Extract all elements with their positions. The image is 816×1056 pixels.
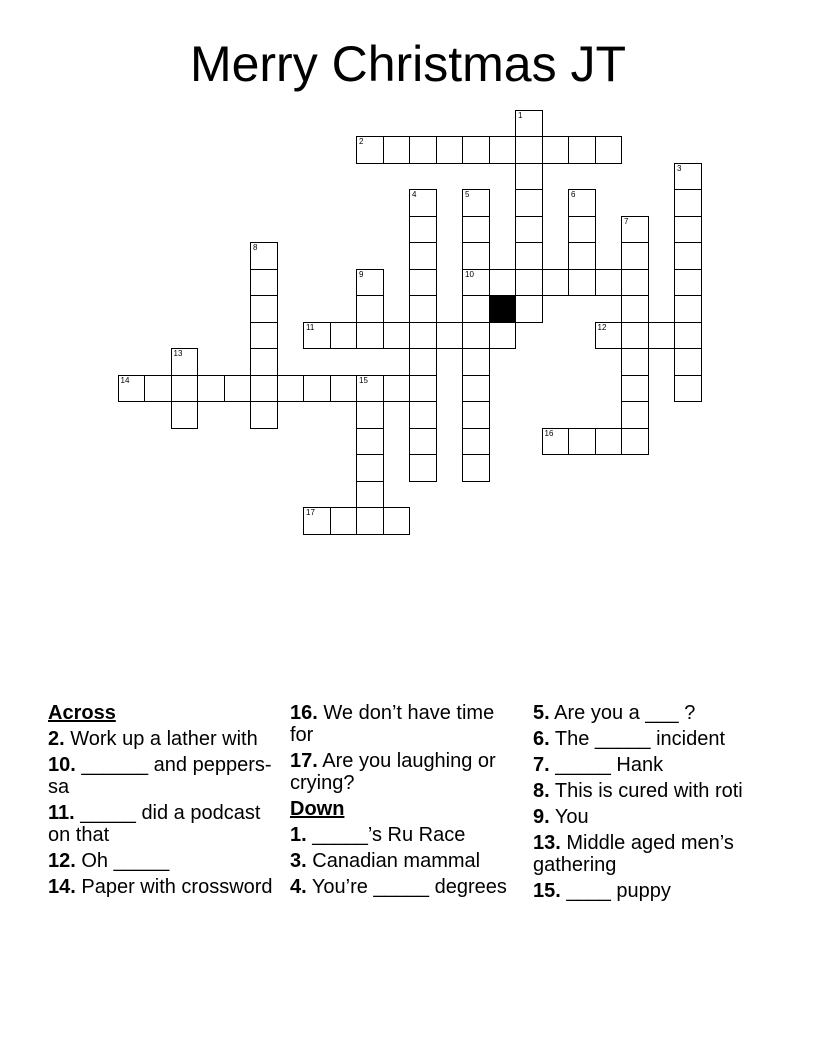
across-clue-2: 2. Work up a lather with	[48, 728, 258, 750]
grid-cell[interactable]	[409, 454, 437, 482]
across-clue-10: 10. ______ and peppers-sa	[48, 754, 272, 798]
grid-cell[interactable]	[515, 163, 543, 191]
across-clue-16: 16. We don’t have time for	[290, 702, 495, 746]
grid-cell[interactable]	[621, 216, 649, 244]
grid-cell[interactable]	[542, 428, 570, 456]
grid-cell[interactable]	[515, 136, 543, 164]
down-clue-8: 8. This is cured with roti	[533, 780, 743, 802]
cell-number: 7	[624, 216, 629, 226]
grid-cell[interactable]	[595, 269, 623, 297]
grid-cell[interactable]	[436, 136, 464, 164]
cell-number: 1	[518, 110, 523, 120]
grid-cell[interactable]	[436, 322, 464, 350]
grid-cell[interactable]	[648, 322, 676, 350]
grid-cell[interactable]	[409, 428, 437, 456]
grid-cell[interactable]	[409, 401, 437, 429]
grid-cell[interactable]	[621, 348, 649, 376]
grid-cell[interactable]	[250, 375, 278, 403]
grid-cell[interactable]	[568, 136, 596, 164]
grid-cell[interactable]	[595, 428, 623, 456]
grid-cell[interactable]	[674, 348, 702, 376]
cell-number: 6	[571, 190, 576, 199]
cell-number: 3	[677, 163, 682, 173]
grid-cell[interactable]	[250, 322, 278, 350]
grid-cell[interactable]	[674, 295, 702, 323]
grid-cell[interactable]	[674, 163, 702, 191]
cell-number: 5	[465, 190, 470, 199]
grid-cell[interactable]	[356, 295, 384, 323]
clues-column-3	[533, 702, 765, 906]
grid-cell[interactable]	[356, 136, 384, 164]
across-clue-11: 11. _____ did a podcast on that	[48, 802, 261, 846]
cell-number: 16	[544, 428, 554, 438]
cell-number: 8	[253, 243, 258, 252]
grid-cell[interactable]	[409, 189, 437, 217]
grid-cell[interactable]	[542, 136, 570, 164]
down-clue-3: 3. Canadian mammal	[290, 850, 481, 872]
grid-cell[interactable]	[462, 322, 490, 350]
grid-cell[interactable]	[330, 322, 358, 350]
grid-cell[interactable]	[515, 216, 543, 244]
grid-cell[interactable]	[356, 428, 384, 456]
grid-cell[interactable]	[330, 375, 358, 403]
grid-cell[interactable]	[515, 269, 543, 297]
grid-cell[interactable]	[621, 322, 649, 350]
grid-cell[interactable]	[144, 375, 172, 403]
grid-cell[interactable]	[462, 136, 490, 164]
grid-cell[interactable]	[409, 269, 437, 297]
grid-cell[interactable]	[409, 295, 437, 323]
grid-cell[interactable]	[409, 375, 437, 403]
grid-cell[interactable]	[409, 348, 437, 376]
grid-cell[interactable]	[462, 428, 490, 456]
grid-cell[interactable]	[250, 348, 278, 376]
grid-cell[interactable]	[621, 375, 649, 403]
down-clue-9: 9. You	[533, 806, 589, 828]
grid-cell[interactable]	[462, 269, 490, 297]
grid-cell[interactable]	[515, 189, 543, 217]
grid-cell[interactable]	[674, 375, 702, 403]
across-clue-12: 12. Oh _____	[48, 850, 170, 872]
grid-cell[interactable]	[515, 110, 543, 138]
grid-cell[interactable]	[462, 189, 490, 217]
grid-cell[interactable]	[568, 269, 596, 297]
grid-cell[interactable]	[462, 454, 490, 482]
grid-cell[interactable]	[462, 401, 490, 429]
grid-cell[interactable]	[621, 428, 649, 456]
grid-cell[interactable]	[383, 507, 411, 535]
grid-cell[interactable]	[674, 269, 702, 297]
grid-cell[interactable]	[462, 242, 490, 270]
grid-cell[interactable]	[383, 375, 411, 403]
grid-cell[interactable]	[356, 269, 384, 297]
cell-number: 10	[465, 269, 474, 279]
grid-cell[interactable]	[568, 216, 596, 244]
grid-cell[interactable]	[462, 295, 490, 323]
cell-number: 17	[306, 508, 315, 517]
grid-cell[interactable]	[621, 401, 649, 429]
clues-column-1	[48, 702, 280, 902]
grid-cell[interactable]	[250, 242, 278, 270]
grid-cell[interactable]	[462, 216, 490, 244]
grid-cell[interactable]	[171, 348, 199, 376]
grid-cell[interactable]	[330, 507, 358, 535]
grid-cell[interactable]	[542, 269, 570, 297]
grid-cell[interactable]	[489, 136, 517, 164]
grid-cell[interactable]	[674, 242, 702, 270]
down-clue-4: 4. You’re _____ degrees	[290, 876, 507, 898]
grid-cell[interactable]	[674, 189, 702, 217]
grid-cell[interactable]	[277, 375, 305, 403]
down-clue-13: 13. Middle aged men’s gathering	[533, 832, 734, 876]
grid-cell[interactable]	[409, 216, 437, 244]
cell-number: 13	[173, 349, 183, 358]
grid-cell[interactable]	[515, 242, 543, 270]
grid-cell[interactable]	[303, 375, 331, 403]
down-heading: Down	[290, 798, 345, 820]
cell-number: 11	[306, 322, 315, 332]
grid-cell[interactable]	[515, 295, 543, 323]
clues-column-2	[290, 702, 522, 902]
grid-cell[interactable]	[489, 269, 517, 297]
puzzle-title: Merry Christmas JT	[189, 36, 627, 92]
cell-number: 15	[359, 375, 368, 385]
grid-cell[interactable]	[383, 136, 411, 164]
grid-cell[interactable]	[621, 295, 649, 323]
grid-cell[interactable]	[462, 348, 490, 376]
grid-cell[interactable]	[356, 401, 384, 429]
grid-cell[interactable]	[250, 401, 278, 429]
grid-cell[interactable]	[303, 507, 331, 535]
grid-cell[interactable]	[595, 322, 623, 350]
grid-cell[interactable]	[621, 269, 649, 297]
grid-cell[interactable]	[171, 401, 199, 429]
across-clue-14: 14. Paper with crossword	[48, 876, 273, 898]
cell-number: 9	[359, 269, 364, 279]
grid-cell[interactable]	[356, 481, 384, 509]
grid-cell[interactable]	[409, 242, 437, 270]
grid-cell[interactable]	[568, 242, 596, 270]
grid-cell[interactable]	[674, 322, 702, 350]
grid-cell[interactable]	[568, 428, 596, 456]
grid-cell[interactable]	[595, 136, 623, 164]
down-clue-15: 15. ____ puppy	[533, 880, 671, 902]
cell-number: 2	[359, 137, 364, 146]
grid-cell[interactable]	[356, 454, 384, 482]
grid-cell[interactable]	[568, 189, 596, 217]
grid-cell[interactable]	[197, 375, 225, 403]
grid-cell[interactable]	[250, 269, 278, 297]
grid-cell[interactable]	[489, 322, 517, 350]
down-clue-7: 7. _____ Hank	[533, 754, 664, 776]
grid-cell[interactable]	[250, 295, 278, 323]
grid-cell[interactable]	[303, 322, 331, 350]
down-clue-5: 5. Are you a ___ ?	[533, 702, 696, 724]
grid-cell[interactable]	[409, 136, 437, 164]
grid-cell[interactable]	[224, 375, 252, 403]
cell-number: 12	[597, 322, 607, 332]
cell-number: 14	[120, 375, 130, 385]
cell-number: 4	[412, 190, 417, 199]
down-clue-6: 6. The _____ incident	[533, 728, 726, 750]
across-heading: Across	[48, 702, 116, 724]
grid-cell[interactable]	[409, 322, 437, 350]
grid-cell[interactable]	[674, 216, 702, 244]
black-square	[489, 295, 517, 323]
grid-cell[interactable]	[621, 242, 649, 270]
grid-cell[interactable]	[356, 507, 384, 535]
grid-cell[interactable]	[356, 375, 384, 403]
grid-cell[interactable]	[356, 322, 384, 350]
grid-cell[interactable]	[462, 375, 490, 403]
grid-cell[interactable]	[118, 375, 146, 403]
grid-cell[interactable]	[383, 322, 411, 350]
across-clue-17: 17. Are you laughing or crying?	[290, 750, 496, 794]
down-clue-1: 1. _____’s Ru Race	[290, 824, 466, 846]
grid-cell[interactable]	[171, 375, 199, 403]
